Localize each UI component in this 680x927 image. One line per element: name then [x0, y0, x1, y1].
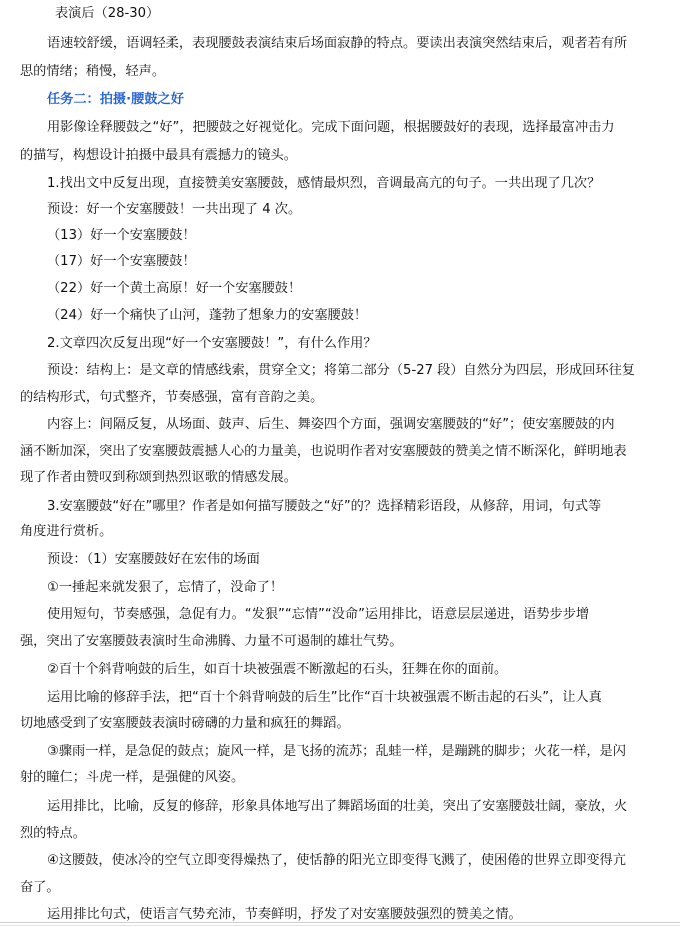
- quote-line: （22）好一个黄土高原！好一个安塞腰鼓！: [47, 281, 302, 296]
- answer-line: 现了作者由赞叹到称颂到热烈讴歌的情感发展。: [20, 470, 297, 485]
- answer-line: 预设：结构上：是文章的情感线索，贯穿全文；将第二部分（5-27 段）自然分为四层，形成回环往复: [47, 363, 635, 378]
- example-sentence: 奋了。: [20, 880, 60, 895]
- page-bottom-rule: [0, 922, 680, 923]
- analysis-line: 运用排比句式，使语言气势充沛，节奏鲜明，抒发了对安塞腰鼓强烈的赞美之情。: [47, 907, 522, 922]
- analysis-line: 运用排比，比喻，反复的修辞，形象具体地写出了舞蹈场面的壮美，突出了安塞腰鼓壮阔，豪放，火: [47, 799, 628, 814]
- task-heading: 任务二：拍摄·腰鼓之好: [47, 92, 184, 107]
- analysis-line: 烈的特点。: [20, 826, 86, 841]
- analysis-line: 强，突出了安塞腰鼓表演时生命沸腾、力量不可遏制的雄壮气势。: [20, 634, 403, 649]
- paragraph-line: 的描写，构想设计拍摄中最具有震撼力的镜头。: [20, 148, 297, 163]
- analysis-line: 运用比喻的修辞手法，把“百十个斜背响鼓的后生”比作“百十块被强震不断击起的石头”，让人真: [47, 690, 602, 705]
- analysis-line: 使用短句，节奏感强，急促有力。“发狠”“忘情”“没命”运用排比，语意层层递进，语势步步增: [47, 607, 590, 622]
- example-sentence: ④这腰鼓，使冰冷的空气立即变得燥热了，使恬静的阳光立即变得飞溅了，使困倦的世界立即变得亢: [47, 853, 626, 868]
- answer-line: 的结构形式，句式整齐，节奏感强，富有音韵之美。: [20, 390, 324, 405]
- answer-line: 涵不断加深，突出了安塞腰鼓震撼人心的力量美，也说明作者对安塞腰鼓的赞美之情不断深化，鲜明地表: [20, 444, 627, 459]
- analysis-line: 切地感受到了安塞腰鼓表演时磅礴的力量和疯狂的舞蹈。: [20, 716, 350, 731]
- example-sentence: 射的瞳仁；斗虎一样，是强健的风姿。: [20, 770, 245, 785]
- answer-line: 预设：（1）安塞腰鼓好在宏伟的场面: [47, 552, 260, 567]
- section-heading-after-performance: 表演后（28-30）: [55, 6, 160, 21]
- page-bottom-rule-faint: [0, 925, 680, 926]
- answer-line: 预设：好一个安塞腰鼓！一共出现了 4 次。: [47, 202, 302, 217]
- quote-line: （24）好一个痛快了山河，蓬勃了想象力的安塞腰鼓！: [47, 308, 368, 323]
- paragraph-line: 语速较舒缓，语调轻柔，表现腰鼓表演结束后场面寂静的特点。要读出表演突然结束后，观者若有所: [47, 36, 628, 51]
- question-line: 2.文章四次反复出现“好一个安塞腰鼓！”，有什么作用？: [47, 336, 377, 351]
- answer-line: 内容上：间隔反复，从场面、鼓声、后生、舞姿四个方面，强调安塞腰鼓的“好”；使安塞腰鼓的内: [47, 417, 615, 432]
- question-line: 3.安塞腰鼓“好在”哪里？作者是如何描写腰鼓之“好”的？选择精彩语段，从修辞，用词，句式等: [47, 499, 602, 514]
- example-sentence: ①一捶起来就发狠了，忘情了，没命了！: [47, 580, 284, 595]
- paragraph-line: 用影像诠释腰鼓之“好”，把腰鼓之好视觉化。完成下面问题，根据腰鼓好的表现，选择最富冲击力: [47, 120, 615, 135]
- example-sentence: ③骤雨一样，是急促的鼓点；旋风一样，是飞扬的流苏；乱蛙一样，是蹦跳的脚步；火花一样，是闪: [47, 744, 626, 759]
- quote-line: （17）好一个安塞腰鼓！: [47, 254, 196, 269]
- paragraph-line: 思的情绪；稍慢，轻声。: [20, 64, 166, 79]
- question-line: 1.找出文中反复出现，直接赞美安塞腰鼓，感情最炽烈，音调最高亢的句子。一共出现了几次？: [47, 176, 601, 191]
- question-line: 角度进行赏析。: [20, 524, 113, 539]
- example-sentence: ②百十个斜背响鼓的后生，如百十块被强震不断激起的石头，狂舞在你的面前。: [47, 662, 508, 677]
- quote-line: （13）好一个安塞腰鼓！: [47, 228, 196, 243]
